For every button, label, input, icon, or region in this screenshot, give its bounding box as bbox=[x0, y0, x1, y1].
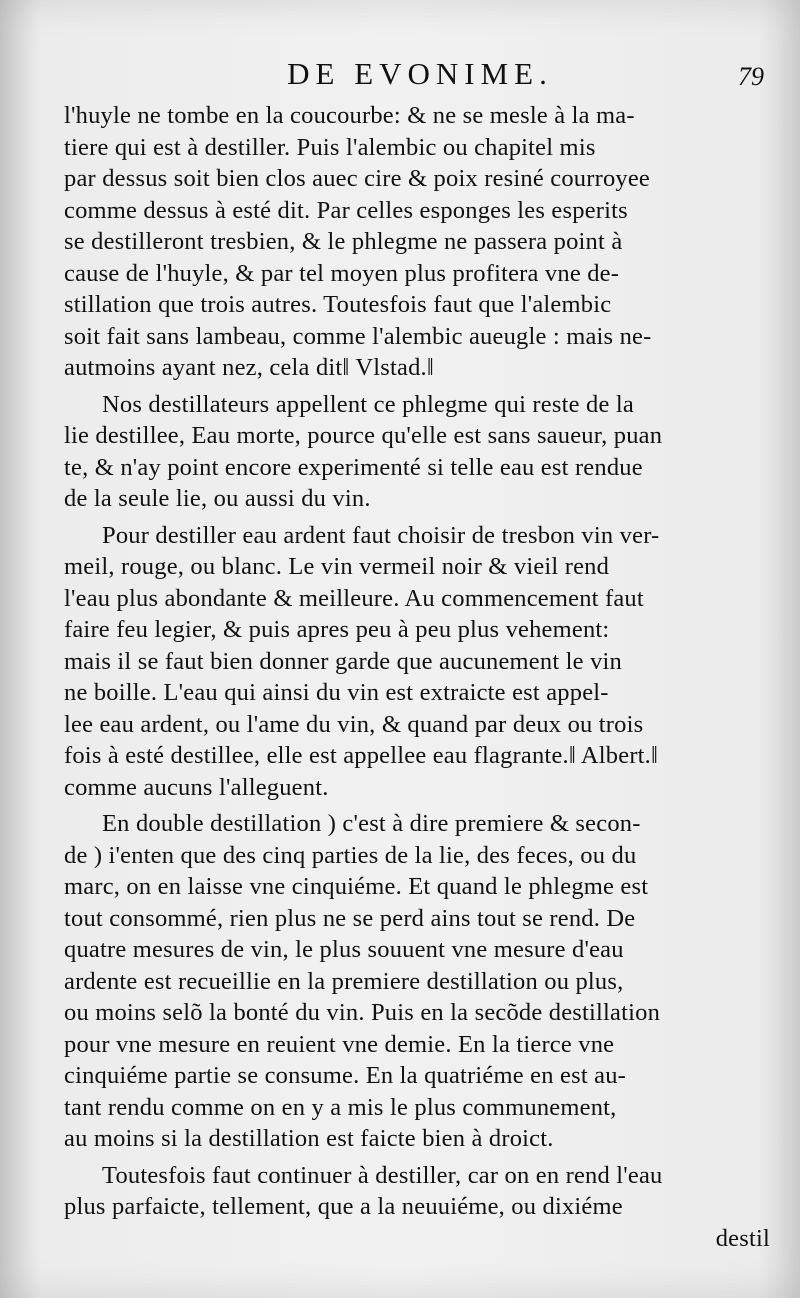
text-line: En double destillation ) c'est à dire premiere & secon- bbox=[102, 810, 641, 837]
running-title: DE EVONIME. bbox=[287, 56, 553, 91]
text-line: stillation que trois autres. Toutesfois faut que l'alembic bbox=[64, 291, 612, 318]
text-line: ardente est recueillie en la premiere destillation ou plus, bbox=[64, 967, 624, 995]
text-line: tant rendu comme on en y a mis le plus communement, bbox=[64, 1093, 617, 1121]
text-line: te, & n'ay point encore experimenté si telle eau est rendue bbox=[64, 453, 643, 481]
text-line: autmoins ayant nez, cela dit‖ Vlstad.‖ bbox=[64, 354, 434, 381]
paragraph-2 bbox=[64, 389, 770, 515]
text-line: de ) i'enten que des cinq parties de la lie, des feces, ou du bbox=[64, 841, 637, 869]
text-line: marc, on en laisse vne cinquiéme. Et quand le phlegme est bbox=[64, 873, 649, 900]
page-header bbox=[0, 48, 800, 98]
text-line: se destilleront tresbien, & le phlegme ne passera point à bbox=[64, 228, 623, 255]
text-line: ne boille. L'eau qui ainsi du vin est extraicte est appel- bbox=[64, 679, 609, 706]
text-line: Toutesfois faut continuer à destiller, car on en rend l'eau bbox=[102, 1161, 663, 1189]
text-line: l'huyle ne tombe en la coucourbe: & ne se mesle à la ma- bbox=[64, 102, 635, 129]
paragraph-3 bbox=[64, 520, 770, 804]
text-line: Pour destiller eau ardent faut choisir de tresbon vin ver- bbox=[102, 521, 660, 549]
text-line: mais il se faut bien donner garde que aucunement le vin bbox=[64, 647, 622, 675]
text-line: lie destillee, Eau morte, pource qu'elle est sans saueur, puan bbox=[64, 422, 663, 449]
text-line: plus parfaicte, tellement, que a la neuuiéme, ou dixiéme bbox=[64, 1193, 623, 1220]
text-line: pour vne mesure en reuient vne demie. En la tierce vne bbox=[64, 1030, 615, 1058]
text-line: cause de l'huyle, & par tel moyen plus profitera vne de- bbox=[64, 259, 620, 287]
text-line: faire feu legier, & puis apres peu à peu plus vehement: bbox=[64, 616, 610, 643]
paragraph-5 bbox=[64, 1160, 770, 1223]
text-line: cinquiéme partie se consume. En la quatriéme en est au- bbox=[64, 1062, 627, 1089]
text-line: tout consommé, rien plus ne se perd ains tout se rend. De bbox=[64, 904, 636, 932]
text-line: comme aucuns l'alleguent. bbox=[64, 773, 329, 801]
text-line: fois à esté destillee, elle est appellee eau flagrante.‖ Albert.‖ bbox=[64, 742, 659, 769]
text-line: quatre mesures de vin, le plus souuent vne mesure d'eau bbox=[64, 936, 624, 963]
paragraph-1 bbox=[64, 100, 770, 384]
text-line: soit fait sans lambeau, comme l'alembic aueugle : mais ne- bbox=[64, 322, 652, 350]
text-line: meil, rouge, ou blanc. Le vin vermeil noir & vieil rend bbox=[64, 553, 610, 580]
catchword: destil bbox=[715, 1224, 770, 1252]
text-line: ou moins selõ la bonté du vin. Puis en la secõde destillation bbox=[64, 999, 661, 1026]
text-line: au moins si la destillation est faicte bien à droict. bbox=[64, 1125, 554, 1152]
text-line: l'eau plus abondante & meilleure. Au commencement faut bbox=[64, 584, 644, 612]
text-line: lee eau ardent, ou l'ame du vin, & quand par deux ou trois bbox=[64, 710, 644, 738]
text-line: de la seule lie, ou aussi du vin. bbox=[64, 485, 371, 512]
page-number: 79 bbox=[738, 62, 764, 91]
text-line: comme dessus à esté dit. Par celles esponges les esperits bbox=[64, 196, 628, 224]
text-line: tiere qui est à destiller. Puis l'alembic ou chapitel mis bbox=[64, 133, 596, 161]
text-line: Nos destillateurs appellent ce phlegme qui reste de la bbox=[102, 390, 634, 418]
text-line: par dessus soit bien clos auec cire & poix resiné courroyee bbox=[64, 165, 650, 192]
body-text bbox=[64, 100, 770, 1254]
paragraph-4 bbox=[64, 808, 770, 1155]
